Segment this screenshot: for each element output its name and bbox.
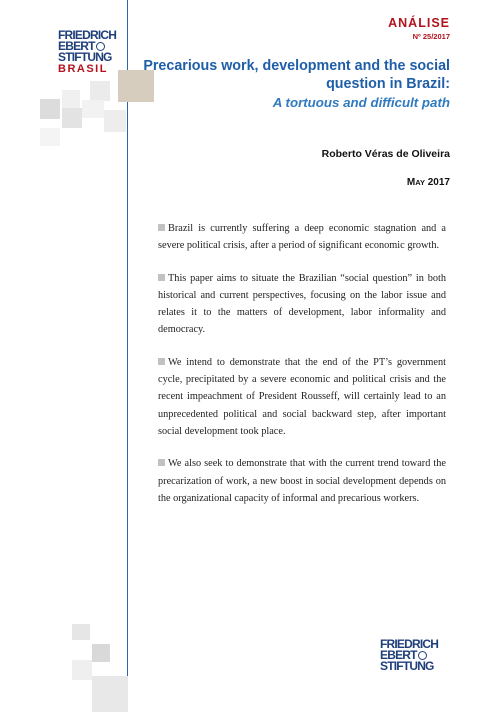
series-label: ANÁLISE bbox=[388, 16, 450, 30]
summary-paragraph: This paper aims to situate the Brazilian “social question” in both historical and current perspectives, focusing on the labor issue and relates it to the matters of development, labor informality and democracy. bbox=[158, 272, 446, 336]
author-name: Roberto Véras de Oliveira bbox=[321, 148, 450, 160]
decor-square bbox=[92, 676, 128, 712]
series-header bbox=[388, 16, 450, 41]
summary-paragraph: Brazil is currently suffering a deep economic stagnation and a severe political crisis, after a period of significant economic growth. bbox=[158, 223, 446, 252]
decor-square bbox=[40, 99, 60, 119]
decor-square bbox=[40, 128, 60, 146]
square-bullet-icon bbox=[158, 224, 165, 231]
decor-square bbox=[104, 110, 126, 132]
logo-line-friedrich: FRIEDRICH bbox=[380, 637, 439, 651]
decor-square bbox=[62, 108, 82, 128]
document-subtitle: A tortuous and difficult path bbox=[272, 95, 450, 110]
document-title: Precarious work, development and the social question in Brazil: bbox=[143, 58, 450, 92]
logo-line-stiftung: STIFTUNG bbox=[58, 50, 112, 64]
summary-paragraph: We intend to demonstrate that the end of the PT’s government cycle, precipitated by a severe economic and political crisis and the recent impeachment of President Rousseff, will certainly lead to an unprecedented political and social backward step, after important social development took place. bbox=[158, 356, 446, 437]
square-bullet-icon bbox=[158, 459, 165, 466]
fes-brasil-logo bbox=[58, 30, 128, 75]
square-bullet-icon bbox=[158, 274, 165, 281]
decor-square bbox=[82, 100, 104, 118]
vertical-rule bbox=[127, 0, 128, 712]
summary-paragraph: We also seek to demonstrate that with the current trend toward the precarization of work, a new boost in social development depends on the organizational capacity of informal and precarious workers. bbox=[158, 458, 446, 504]
decor-square bbox=[72, 624, 90, 640]
decor-square bbox=[72, 660, 92, 680]
logo-line-brasil: BRASIL bbox=[58, 63, 108, 75]
logo-line-stiftung: STIFTUNG bbox=[380, 659, 434, 673]
publication-date: MAY 2017 bbox=[406, 177, 450, 188]
decor-square bbox=[92, 644, 110, 662]
fes-logo-bottom bbox=[380, 639, 460, 672]
decor-square bbox=[90, 81, 110, 101]
square-bullet-icon bbox=[158, 358, 165, 365]
decor-square bbox=[62, 90, 80, 108]
summary-body bbox=[158, 220, 446, 522]
logo-line-ebert: EBERT bbox=[58, 41, 128, 52]
logo-line-friedrich: FRIEDRICH bbox=[58, 28, 117, 42]
logo-line-ebert: EBERT bbox=[380, 650, 460, 661]
series-number: Nº 25/2017 bbox=[412, 32, 450, 41]
